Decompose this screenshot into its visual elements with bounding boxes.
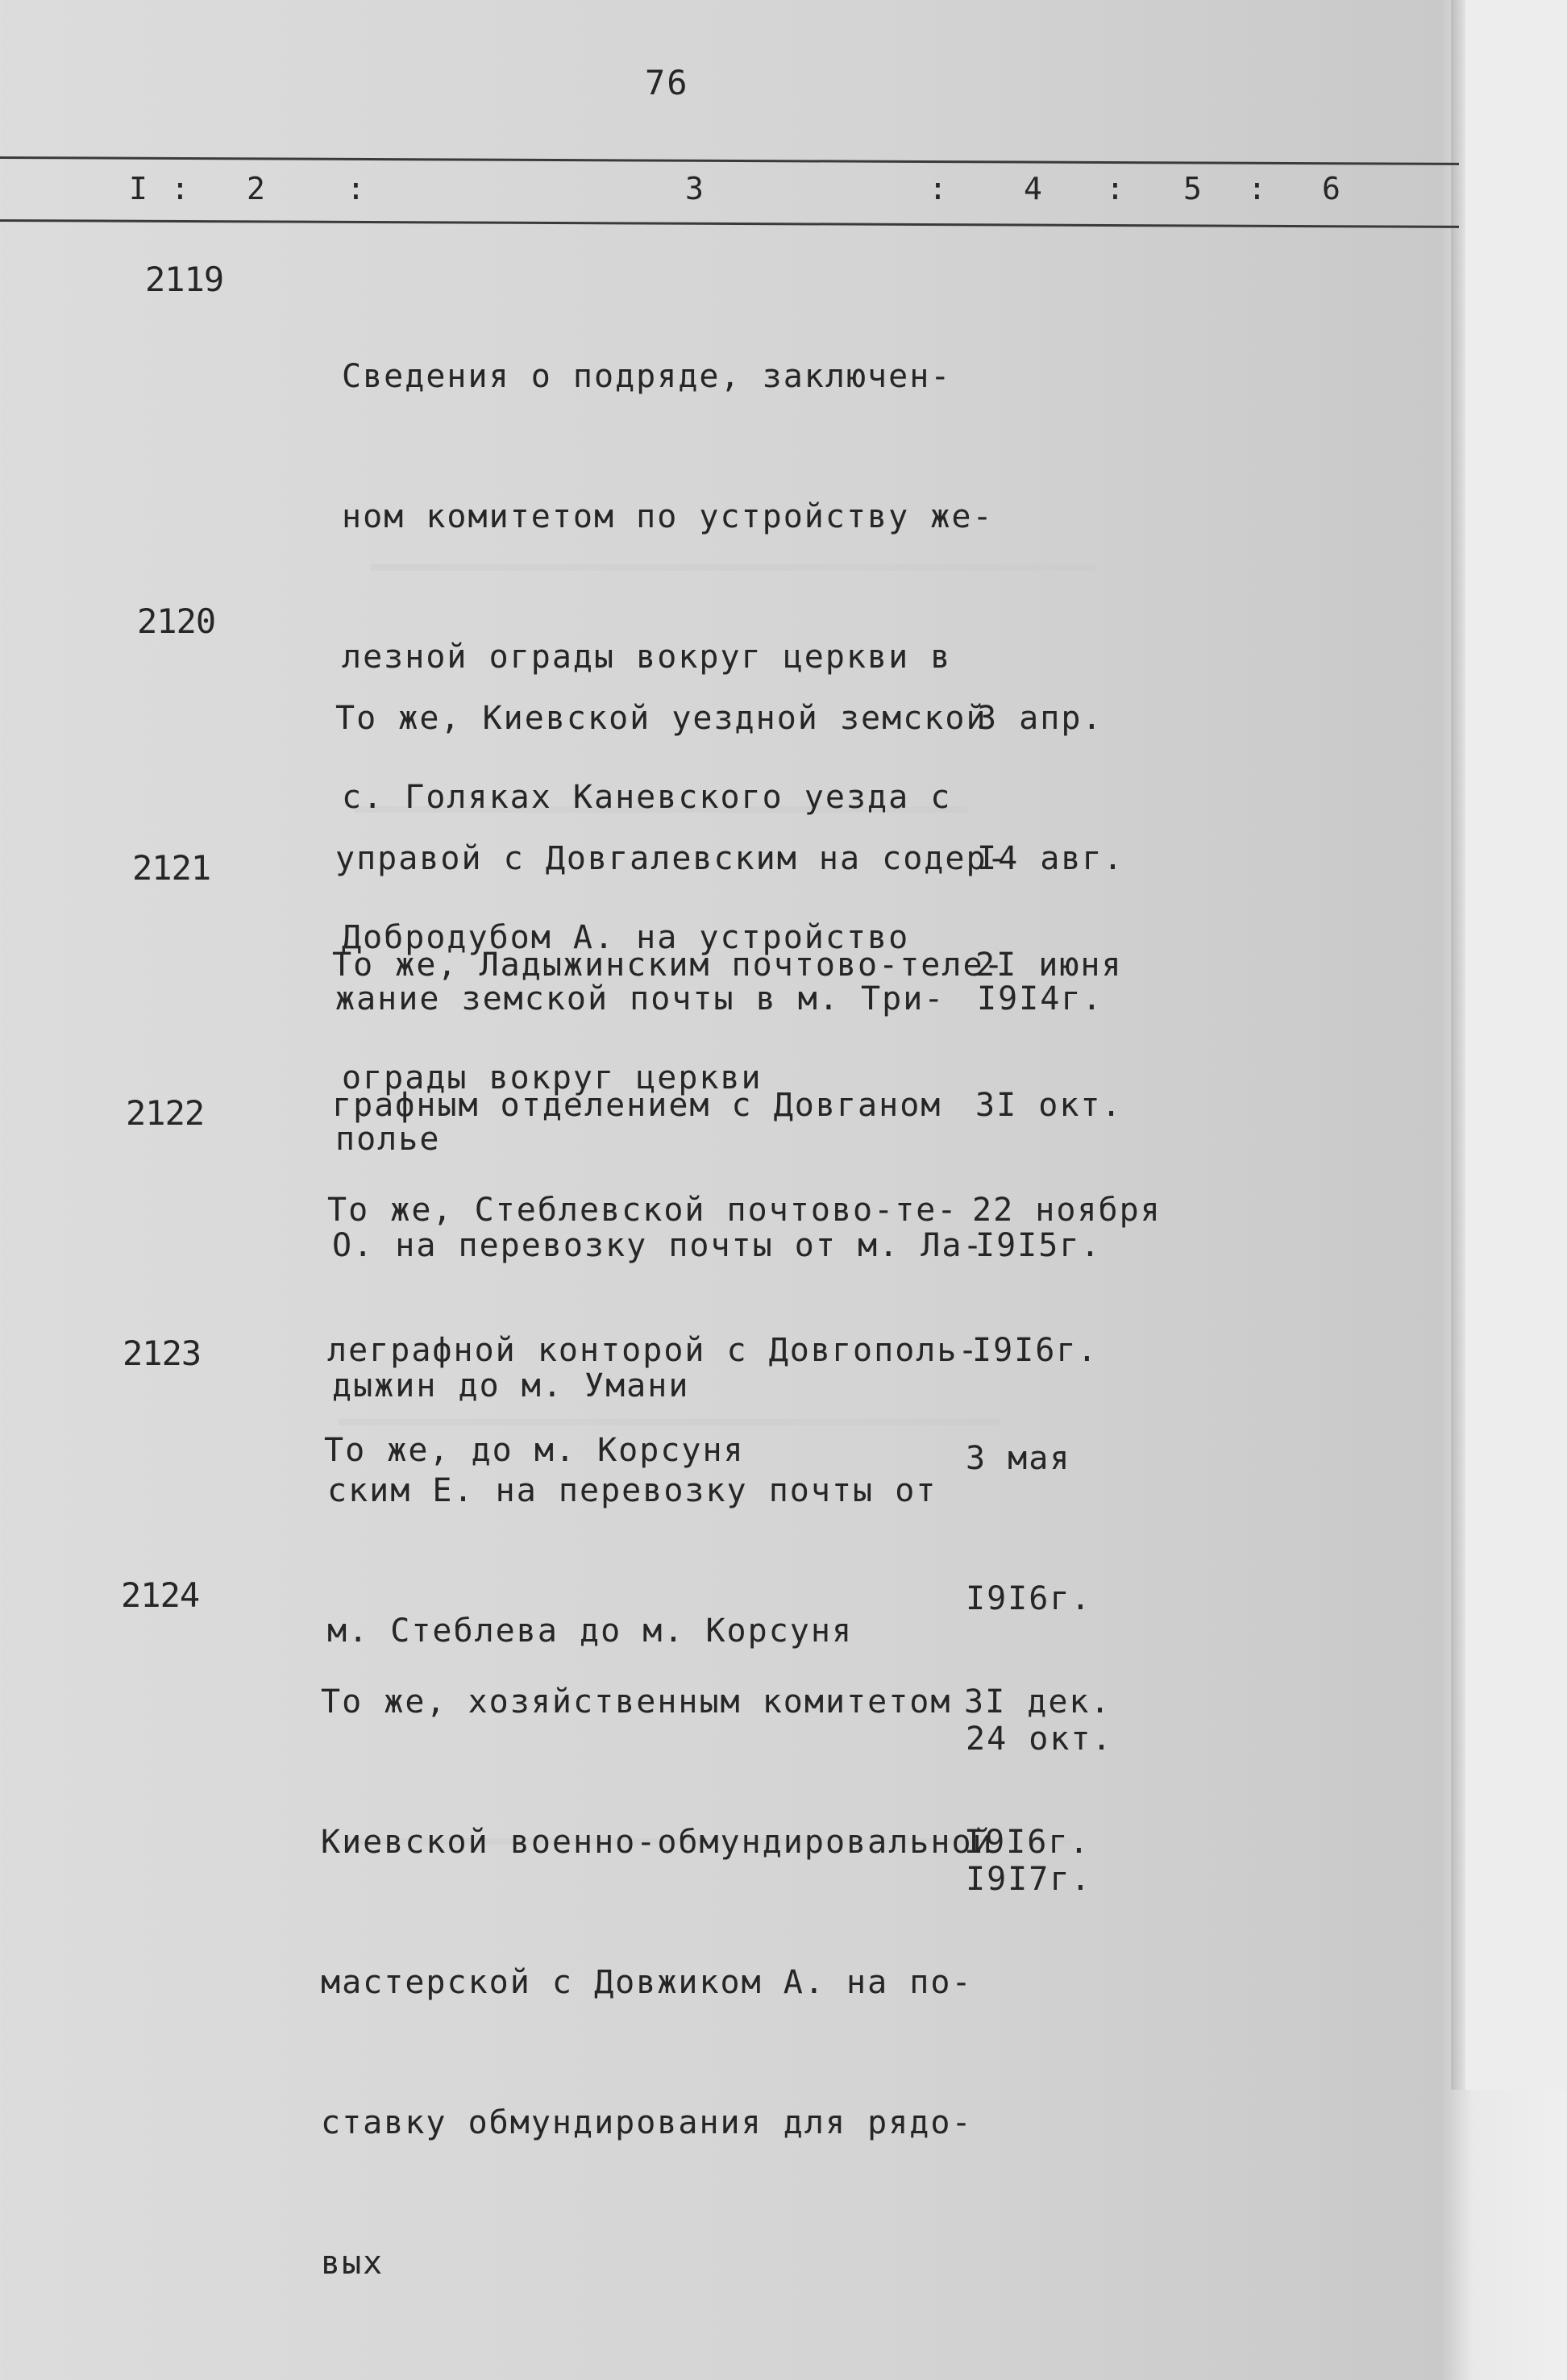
date-line: 3I окт.: [975, 1087, 1123, 1124]
entry-number: 2124: [121, 1575, 200, 1615]
date-line: I9I5г.: [975, 1227, 1102, 1264]
description-line: ским Е. на перевозку почты от: [327, 1472, 937, 1509]
entry-description: [324, 1334, 745, 1567]
column-separator: :: [171, 171, 189, 206]
description-line: мастерской с Довжиком А. на по-: [321, 1964, 973, 2001]
description-line: жание земской почты в м. Три-: [335, 980, 946, 1017]
date-line: I9I6г.: [972, 1332, 1099, 1369]
adjacent-page-margin: [1465, 0, 1567, 2090]
column-header-6: 6: [1322, 171, 1340, 206]
entry-number: 2121: [132, 848, 211, 888]
description-line: ном комитетом по устройству же-: [342, 498, 994, 535]
description-line: лезной ограды вокруг церкви в: [342, 639, 952, 676]
description-line: ставку обмундирования для рядо-: [321, 2104, 973, 2141]
description-line: Киевской военно-обмундировальной: [321, 1824, 994, 1861]
description-line: То же, Ладыжинским почтово-теле-: [332, 947, 1005, 984]
entry-number: 2122: [126, 1093, 205, 1133]
entry-dates: [964, 1585, 1112, 1959]
description-line: с. Голяках Каневского уезда с: [342, 779, 952, 816]
description-line: То же, до м. Корсуня: [324, 1432, 745, 1469]
description-line: леграфной конторой с Довгополь-: [327, 1332, 979, 1369]
description-line: Добродубом А. на устройство: [342, 919, 910, 956]
description-line: ограды вокруг церкви: [342, 1059, 763, 1096]
column-header-2: 2: [247, 171, 265, 206]
column-header-4: 4: [1024, 171, 1042, 206]
description-line: дыжин до м. Умани: [332, 1367, 690, 1404]
date-line: I9I6г.: [964, 1824, 1091, 1861]
description-line: То же, Стеблевской почтово-те-: [327, 1192, 958, 1229]
column-separator: :: [1248, 171, 1266, 206]
description-line: вых: [321, 2245, 384, 2282]
entry-number: 2119: [145, 260, 224, 299]
page-number: 76: [645, 63, 689, 102]
column-separator: :: [347, 171, 365, 206]
date-line: 3 мая: [966, 1440, 1071, 1477]
date-line: 3 апр.: [977, 700, 1104, 737]
entry-description: [321, 1585, 994, 2380]
description-line: Сведения о подряде, заключен-: [342, 358, 952, 395]
entry-number: 2123: [123, 1334, 202, 1373]
date-line: 24 окт.: [966, 1721, 1113, 1758]
description-line: полье: [335, 1121, 441, 1158]
date-line: I9I7г.: [966, 1861, 1092, 1898]
date-line: I4 авг.: [977, 840, 1124, 877]
description-line: графным отделением с Довганом: [332, 1087, 942, 1124]
column-header-5: 5: [1183, 171, 1202, 206]
column-separator: :: [1106, 171, 1124, 206]
date-line: I9I6г.: [966, 1580, 1092, 1617]
description-line: То же, хозяйственным комитетом: [321, 1683, 952, 1721]
description-line: управой с Довгалевским на содер-: [335, 840, 1008, 877]
column-header-3: 3: [685, 171, 704, 206]
page-edge: [1451, 0, 1465, 2090]
table-header-bottom-rule: [0, 219, 1459, 228]
description-line: То же, Киевской уездной земской: [335, 700, 987, 737]
table-header-top-rule: [0, 156, 1459, 165]
column-separator: :: [929, 171, 947, 206]
column-header-1: I: [129, 171, 148, 206]
description-line: О. на перевозку почты от м. Ла-: [332, 1227, 984, 1264]
description-line: м. Стеблева до м. Корсуня: [327, 1612, 854, 1650]
date-line: 2I июня: [975, 947, 1123, 984]
entry-number: 2120: [137, 601, 216, 641]
date-line: 22 ноября: [972, 1192, 1162, 1229]
date-line: I9I4г.: [977, 980, 1104, 1017]
date-line: 3I дек.: [964, 1683, 1112, 1721]
